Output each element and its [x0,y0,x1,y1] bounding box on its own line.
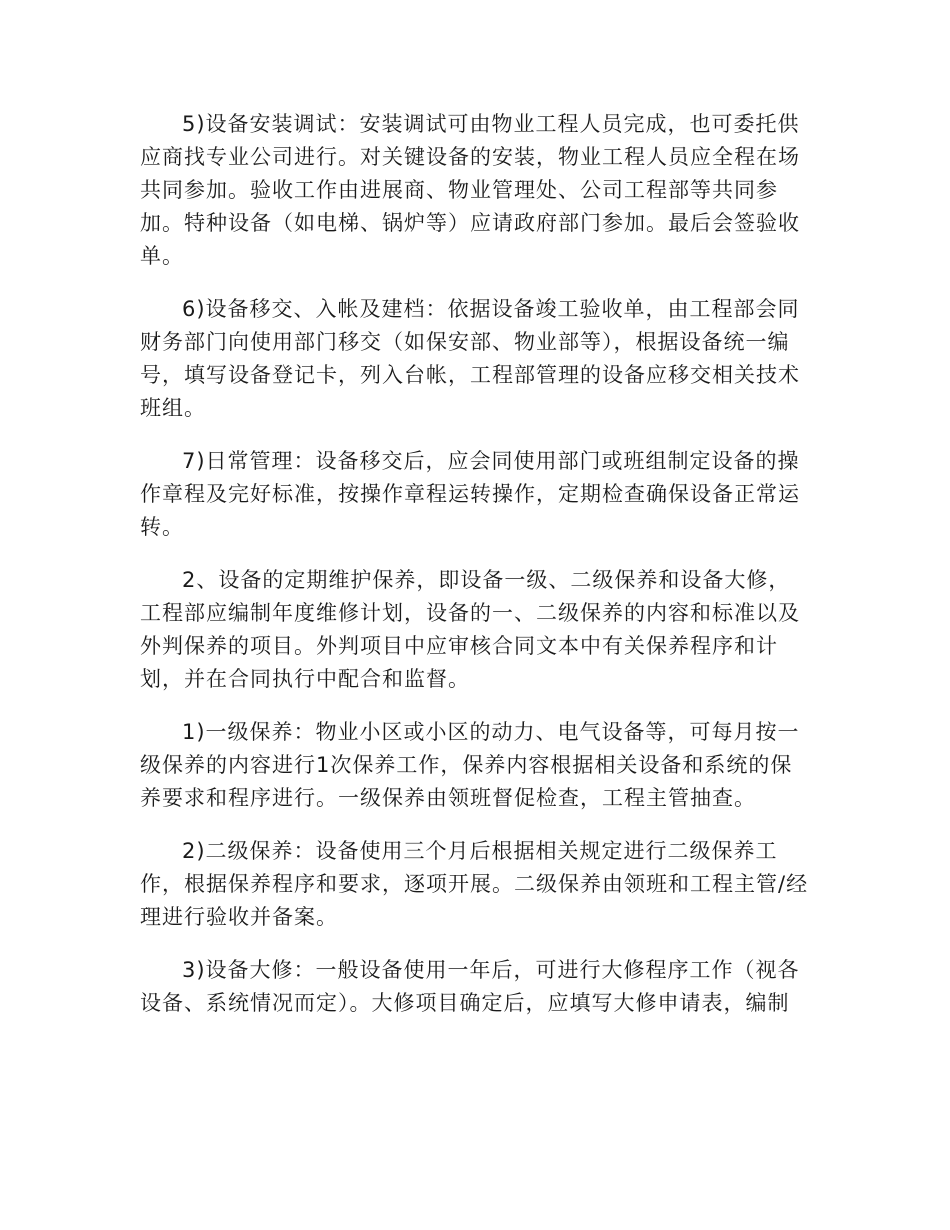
paragraph-equipment-handover: 6)设备移交、入帐及建档：依据设备竣工验收单，由工程部会同财务部门向使用部门移交（如保安部、物业部等），根据设备统一编号，填写设备登记卡，列入台帐，工程部管理的设备应移交相关技术班组。 [140,297,800,420]
paragraph-second-level-maintenance: 2)二级保养：设备使用三个月后根据相关规定进行二级保养工作，根据保养程序和要求，逐项开展。二级保养由领班和工程主管/经理进行验收并备案。 [140,839,809,929]
paragraph-first-level-maintenance: 1)一级保养：物业小区或小区的动力、电气设备等，可每月按一级保养的内容进行1次保养工作，保养内容根据相关设备和系统的保养要求和程序进行。一级保养由领班督促检查，工程主管抽查。 [140,720,800,810]
paragraph-equipment-installation: 5)设备安装调试：安装调试可由物业工程人员完成，也可委托供应商找专业公司进行。对关键设备的安装，物业工程人员应全程在场共同参加。验收工作由进展商、物业管理处、公司工程部等共同参加。特种设备（如电梯、锅炉等）应请政府部门参加。最后会签验收单。 [140,112,800,268]
paragraph-major-overhaul: 3)设备大修：一般设备使用一年后，可进行大修程序工作（视各设备、系统情况而定）。大修项目确定后，应填写大修申请表，编制 [140,958,800,1015]
paragraph-periodic-maintenance: 2、设备的定期维护保养，即设备一级、二级保养和设备大修，工程部应编制年度维修计划，设备的一、二级保养的内容和标准以及外判保养的项目。外判项目中应审核合同文本中有关保养程序和计划，并在合同执行中配合和监督。 [140,568,800,691]
paragraph-daily-management: 7)日常管理：设备移交后，应会同使用部门或班组制定设备的操作章程及完好标准，按操作章程运转操作，定期检查确保设备正常运转。 [140,449,800,539]
